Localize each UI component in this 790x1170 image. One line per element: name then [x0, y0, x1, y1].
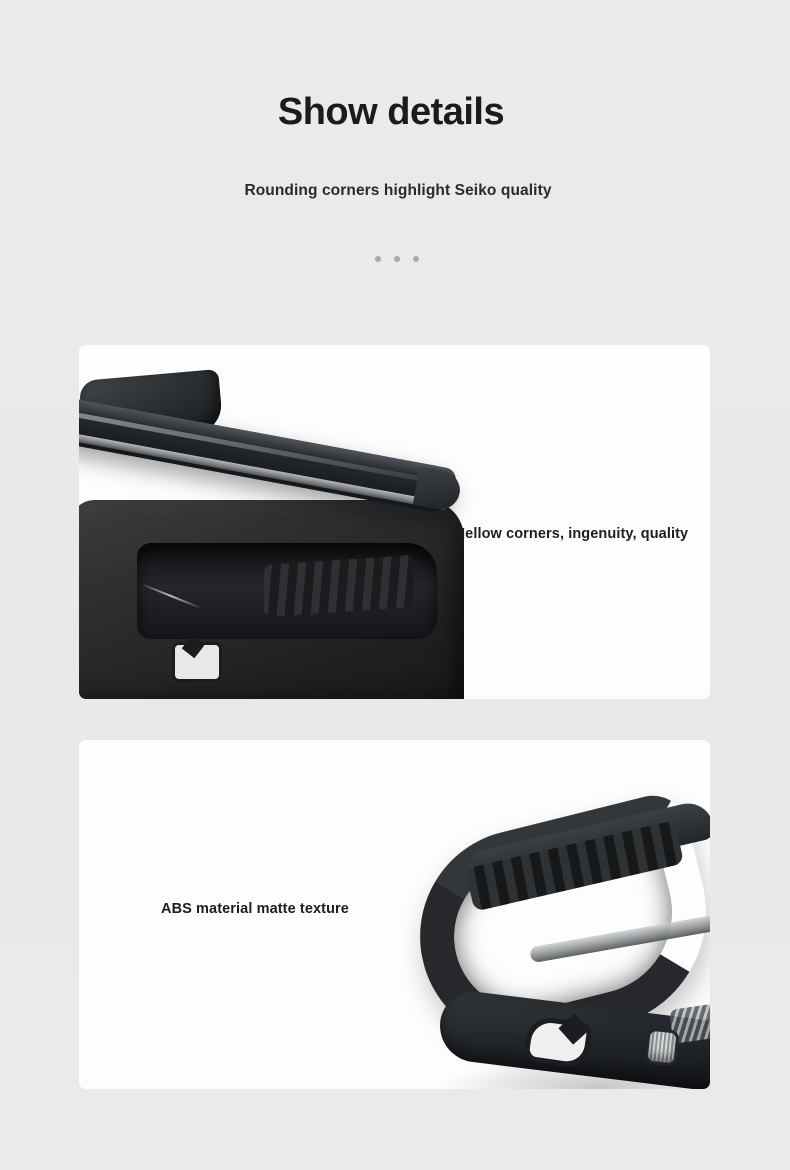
product-adjust-knob — [648, 1031, 677, 1064]
detail-label-material: ABS material matte texture — [161, 901, 349, 917]
detail-card-corners — [79, 345, 710, 699]
page-title: Show details — [277, 91, 505, 133]
product-base-notch — [175, 645, 219, 679]
product-clamp-assembly — [379, 810, 710, 1089]
product-upper-bar — [79, 397, 458, 515]
divider-dot — [394, 256, 400, 262]
product-hook-cutout — [529, 1020, 587, 1063]
product-base-ribs — [264, 555, 414, 617]
divider-dot — [375, 256, 381, 262]
divider-dot — [413, 256, 419, 262]
detail-label-corners: Mellow corners, ingenuity, quality — [453, 526, 689, 542]
product-photo-corners — [79, 345, 710, 699]
detail-card-material — [79, 740, 710, 1089]
section-divider-dots — [4, 256, 790, 262]
page-subtitle: Rounding corners highlight Seiko quality — [244, 181, 552, 199]
page-header — [0, 0, 790, 262]
product-bar-rounded-tip — [413, 467, 463, 512]
